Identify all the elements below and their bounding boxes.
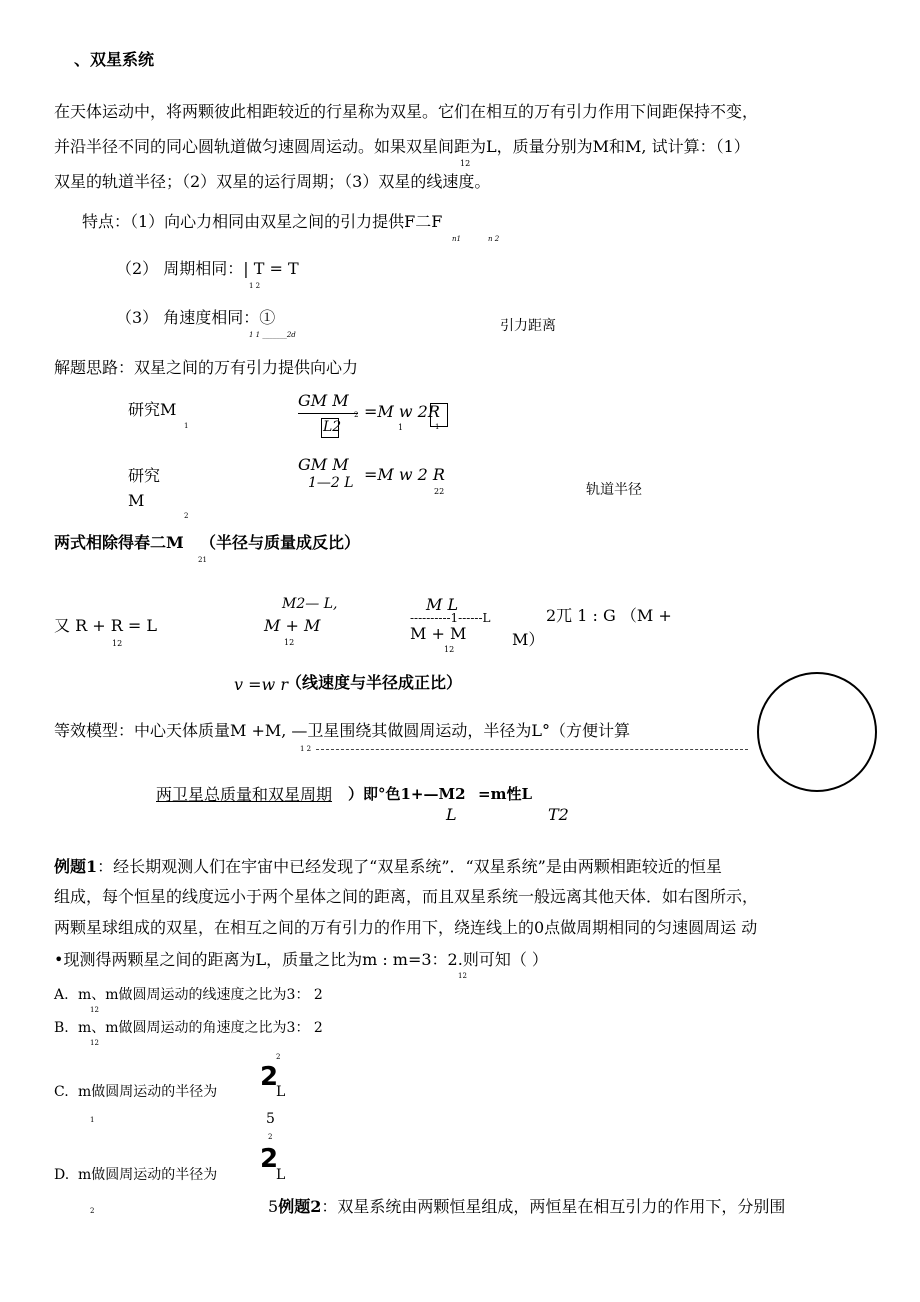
frac1-sub: 12 (284, 638, 295, 647)
option-c-text: m做圆周运动的半径为 (78, 1084, 218, 1100)
model-dashed-line (316, 749, 748, 750)
model-line-1-sub: 1 2 (300, 745, 312, 753)
option-d-sup: 2 (268, 1133, 273, 1141)
example-2-prefix: 5 (268, 1197, 279, 1216)
study-m1-label: 研究M (128, 400, 177, 419)
eq2-right: =M w 2 R (364, 465, 445, 484)
binary-star-orbit-figure (757, 672, 877, 792)
eq2-numerator: GM M (298, 455, 349, 474)
eq1-small: 2 (354, 411, 359, 419)
eq1-sub: 1 (398, 423, 404, 432)
study-m2-label: 研究 (128, 466, 161, 485)
model-line-2-underlined: 两卫星总质量和双星周期 (156, 785, 333, 804)
study-m2-sub: 2 (184, 512, 189, 520)
example-1-line-4: •现测得两颗星之间的距离为L，质量之比为m : m=3：2.则可知（ ） (54, 950, 548, 969)
example-1-line-1 (54, 859, 722, 875)
example-1-line-4-sub: 12 (458, 972, 467, 980)
eq1-right: =M w 2R (364, 402, 440, 421)
example-2-text: ：双星系统由两颗恒星组成，两恒星在相互引力的作用下，分别围 (321, 1197, 786, 1216)
ratio-line: 两式相除得春二M (54, 533, 184, 552)
frac1-numerator: M2— L, (282, 596, 338, 612)
period-formula-2: M） (512, 630, 545, 649)
option-a-sub: 12 (90, 1006, 99, 1014)
radius-sum-sub: 12 (112, 639, 123, 648)
option-b-text: m、m做圆周运动的角速度之比为3： 2 (78, 1020, 323, 1036)
option-d-label: D. (54, 1167, 70, 1183)
feature-1-sub-a: n1 (452, 235, 461, 243)
ratio-sub: 21 (198, 556, 207, 564)
option-c-label: C. (54, 1084, 69, 1100)
example-1-line-1-text: ：经长期观测人们在宇宙中已经发现了“双星系统”．“双星系统”是由两颗相距较近的恒星 (97, 857, 722, 876)
eq1-fraction-bar (298, 413, 358, 414)
example-1-line-2: 组成，每个恒星的线度远小于两个星体之间的距离，而且双星系统一般远离其他天体．如右图所示， (54, 887, 759, 906)
feature-1-sub-b: n 2 (488, 235, 500, 243)
model-line-2-rest: ）即°色1+—M2 (348, 785, 466, 803)
solution-title: 解题思路：双星之间的万有引力提供向心力 (54, 358, 359, 377)
option-a-text: m、m做圆周运动的线速度之比为3： 2 (78, 987, 323, 1003)
feature-2: （2） 周期相同：| T = T (116, 259, 299, 278)
section-heading: 、双星系统 (74, 50, 155, 69)
eq1-numerator: GM M (298, 391, 349, 410)
option-d-big: 2 (260, 1144, 279, 1174)
eq2-note: 轨道半径 (586, 482, 642, 498)
eq2-denominator: 1—2 L (308, 475, 354, 491)
model-line-2-L: L (446, 805, 457, 824)
intro-line-2-subscript: 12 (460, 159, 471, 168)
feature-3: （3） 角速度相同：① (116, 308, 276, 327)
option-a-label: A. (54, 987, 69, 1003)
option-c-sub: 1 (90, 1116, 95, 1124)
radius-sum: 又 R + R = L (54, 616, 157, 635)
velocity-note: （线速度与半径成正比） (286, 673, 463, 692)
frac2-sub: 12 (444, 645, 455, 654)
intro-line-3: 双星的轨道半径；（2）双星的运行周期；（3）双星的线速度。 (54, 172, 491, 191)
model-line-2-rest-2: =m性L (478, 785, 532, 803)
frac2-numerator: M L (426, 595, 459, 614)
option-b-sub: 12 (90, 1039, 99, 1047)
feature-3-note: 引力距离 (500, 318, 556, 334)
option-c-sup: 2 (276, 1053, 281, 1061)
period-formula: 2兀 1 : G （M + (546, 606, 672, 625)
option-c-big: 2 (260, 1062, 279, 1092)
example-2-line (268, 1199, 785, 1215)
eq1-denominator: L2 (323, 419, 342, 435)
frac2-bar: ----------1------L (410, 611, 491, 625)
option-b-label: B. (54, 1020, 69, 1036)
option-d-after: L (276, 1167, 286, 1183)
eq2-sub: 22 (434, 487, 445, 496)
option-d-text: m做圆周运动的半径为 (78, 1167, 218, 1183)
frac1-denominator: M + M (264, 616, 321, 635)
model-line-2-T: T2 (548, 805, 569, 824)
model-line-1: 等效模型：中心天体质量M +M, —卫星围绕其做圆周运动，半径为L°（方便计算 (54, 721, 631, 740)
feature-1: 特点：（1）向心力相同由双星之间的引力提供F二F (82, 212, 443, 231)
feature-3-sub: 1 1 _______2d (249, 331, 296, 339)
example-1-label: 例题1 (54, 857, 98, 876)
velocity-formula: v =w r (234, 675, 288, 694)
ratio-note: （半径与质量成反比） (200, 533, 361, 552)
study-m1-sub: 1 (184, 422, 189, 430)
feature-2-sub: 1 2 (249, 282, 261, 290)
option-c-after: L (276, 1084, 286, 1100)
frac2-denominator: M + M (410, 624, 467, 643)
example-1-line-3: 两颗星球组成的双星，在相互之间的万有引力的作用下，绕连线上的0点做周期相同的匀速圆周运 动 (54, 918, 758, 937)
intro-line-1: 在天体运动中，将两颗彼此相距较近的行星称为双星。它们在相互的万有引力作用下间距保持不变， (54, 102, 759, 121)
intro-line-2: 并沿半径不同的同心圆轨道做匀速圆周运动。如果双星间距为L，质量分别为M和M, 试计算：（1） (54, 137, 750, 156)
study-m2-m: M (128, 491, 145, 510)
eq1-sub2: 1 (435, 423, 440, 431)
example-2-label: 例题2 (278, 1197, 322, 1216)
option-d-sub: 2 (90, 1207, 95, 1215)
option-c-denominator: 5 (266, 1111, 275, 1127)
